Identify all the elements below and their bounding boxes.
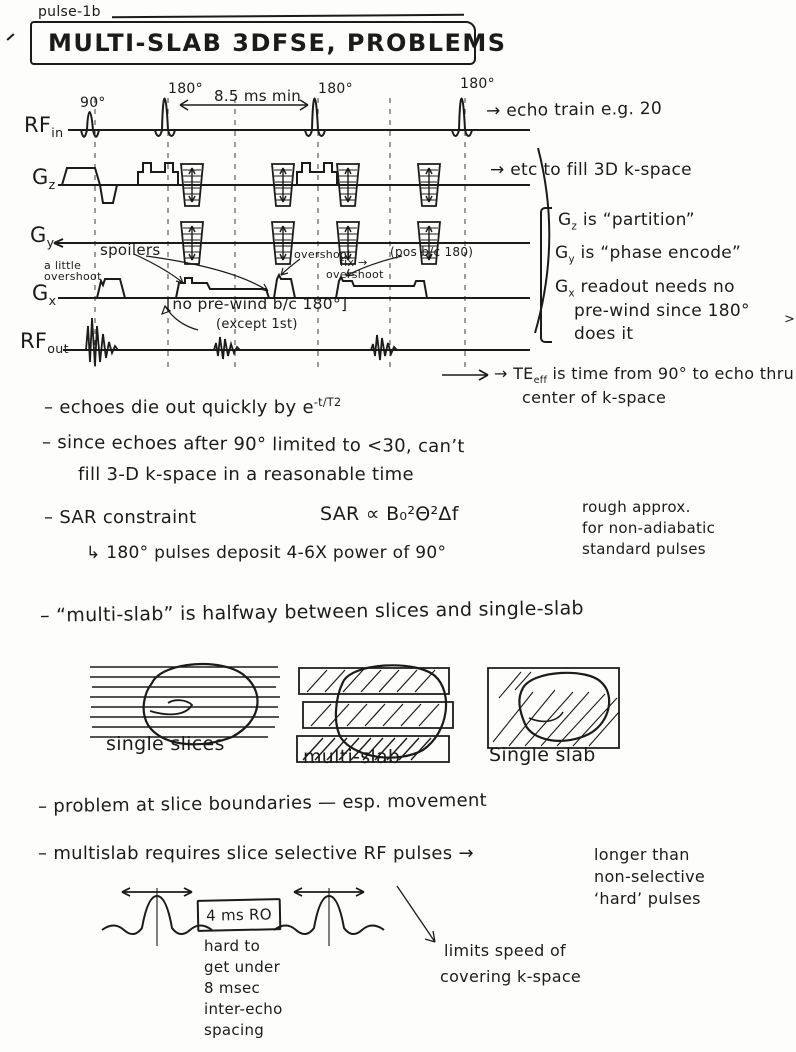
longer-than-note: longer than non-selective ‘hard’ pulses (594, 845, 706, 908)
fix-overshoot-label: overshoot (326, 268, 384, 281)
limits-arrow (392, 882, 447, 954)
page-tab-label: pulse-1b (38, 4, 101, 20)
gx-readout-note-3: does it (574, 324, 634, 344)
pulse-sequence-diagram (18, 72, 568, 402)
page-title: MULTI-SLAB 3DFSE, PROBLEMS (48, 29, 507, 57)
rough-approx-note: rough approx. for non-adiabatic standard pulses (582, 498, 716, 558)
bullet-multislab-halfway: – “multi-slab” is halfway between slices and single-slab (39, 597, 585, 627)
gz-row-label: $G_z$ (32, 165, 56, 193)
te-eff-note-2: center of k-space (522, 388, 667, 407)
no-prewind-note: [no pre-wind b/c 180°] (166, 295, 348, 313)
te-eff-note: → $TE_{eff}$ is time from 90° to echo thru (494, 364, 795, 387)
gx-row-label: $G_x$ (32, 281, 57, 309)
deg90-label: 90° (80, 95, 106, 111)
title-box (30, 21, 507, 65)
overshoot-label: overshoot (294, 248, 352, 261)
gx-readout-note-2: pre-wind since 180° (574, 301, 750, 321)
sar-sub-note: ↳ 180° pulses deposit 4-6X power of 90° (86, 543, 447, 563)
deg180-label-2: 180° (318, 81, 353, 97)
stray-mark: > (784, 312, 796, 327)
gy-phase-encode-note: $G_y$ is “phase encode” (555, 243, 742, 266)
little-overshoot-label: a little overshoot (44, 259, 102, 283)
fix-label: fix → (340, 256, 368, 269)
caption-single-slices: single slices (106, 733, 225, 755)
bullet-sar-constraint: – SAR constraint (44, 507, 197, 528)
tab-line (112, 14, 464, 18)
caption-multi-slab: multi-slab (303, 746, 401, 768)
rf-in-row-label: $RF_{in}$ (24, 113, 64, 141)
echo-spacing-label: 8.5 ms min (214, 87, 302, 105)
stray-pen-mark (6, 33, 14, 41)
gy-row-label: $G_y$ (30, 223, 55, 251)
single-slab-sketch (485, 662, 625, 754)
pos-bc-180-label: (pos b/c 180) (390, 245, 474, 259)
bullet-slice-selective: – multislab requires slice selective RF pulses → (38, 843, 474, 864)
except-first-note: (except 1st) (216, 317, 298, 332)
sar-formula: SAR ∝ B₀²Θ²Δf (320, 503, 459, 525)
bullet-echoes-limited: – since echoes after 90° limited to <30, can’t (41, 431, 465, 458)
gz-partition-note: $G_z$ is “partition” (558, 210, 695, 233)
spoilers-label: spoilers (100, 241, 161, 259)
limits-note-2: covering k-space (440, 967, 582, 986)
deg180-label-3: 180° (460, 76, 495, 92)
bullet-echoes-limited-2: fill 3-D k-space in a reasonable time (78, 464, 414, 485)
limits-note-1: limits speed of (444, 941, 566, 960)
rf-out-row-label: $RF_{out}$ (20, 329, 69, 357)
rf-pulse-sketch-right (272, 884, 387, 949)
bullet-echoes-die-out: – echoes die out quickly by $e^{-t/T2}$ (44, 396, 342, 418)
deg180-label-1: 180° (168, 81, 203, 97)
bullet-slice-boundaries: – problem at slice boundaries — esp. movement (37, 789, 488, 818)
gradient-notes-bracket (540, 207, 552, 343)
readout-box-label: 4 ms RO (205, 905, 273, 925)
te-arrow (442, 370, 488, 380)
fill-kspace-note: → etc to fill 3D k-space (490, 160, 692, 180)
hard-to-note: hard to get under 8 msec inter-echo spacing (204, 937, 283, 1039)
caption-single-slab: Single slab (489, 744, 596, 766)
echo-train-note: → echo train e.g. 20 (485, 98, 663, 122)
gx-readout-note: $G_x$ readout needs no (555, 277, 735, 300)
readout-box (197, 898, 282, 932)
gz-waveform (58, 163, 530, 206)
